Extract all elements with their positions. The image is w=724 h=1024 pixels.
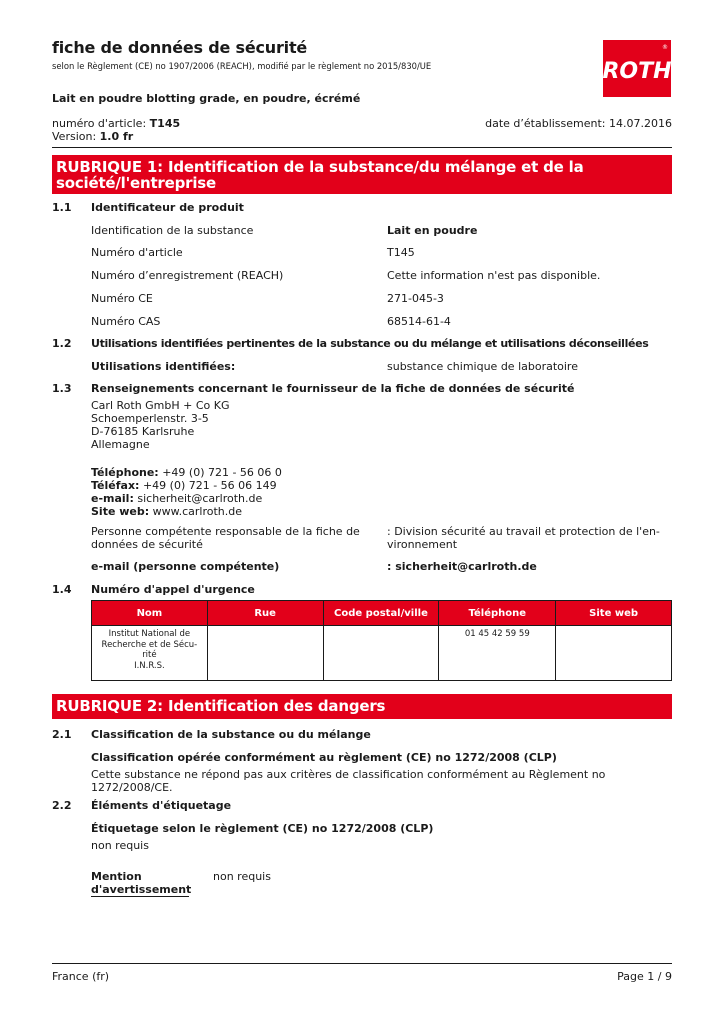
identified-uses-value: substance chimique de laboratoire: [387, 360, 578, 373]
identified-uses-label: Utilisations identifiées:: [91, 360, 236, 373]
website-link[interactable]: www.carlroth.de: [152, 505, 243, 518]
substance-id-label: Identification de la substance: [91, 224, 254, 237]
emergency-table-wrap: [91, 600, 672, 681]
ce-number-value: 271-045-3: [387, 292, 444, 305]
address-line: Allemagne: [91, 438, 150, 451]
logo-text: ROTH: [603, 59, 671, 84]
column-header-postal-city: Code postal/ville: [323, 601, 439, 626]
supplier-contacts: [91, 466, 282, 518]
version: Version: 1.0 fr: [52, 130, 134, 143]
cas-number-label: Numéro CAS: [91, 315, 161, 328]
cas-number-value: 68514-61-4: [387, 315, 451, 328]
competent-email-value[interactable]: : sicherheit@carlroth.de: [387, 560, 537, 573]
section-1-3-title: Renseignements concernant le fournisseur de la fiche de données de sécurité: [91, 382, 575, 395]
classification-text: Cette substance ne répond pas aux critères de classification conformément au Règlement no 1272/2008/CE.: [91, 768, 606, 794]
column-header-phone: Téléphone: [439, 601, 556, 626]
section-2-2-number: 2.2: [52, 799, 72, 812]
web-line: Site web: www.carlroth.de: [91, 505, 243, 518]
emergency-contact-table: [91, 600, 672, 681]
section-1-1-number: 1.1: [52, 201, 72, 214]
section-1-1-title: Identificateur de produit: [91, 201, 244, 214]
column-header-street: Rue: [207, 601, 323, 626]
cell-name: Institut National de Recherche et de Sécu- rité I.N.R.S.: [92, 626, 208, 681]
competent-email-label: e-mail (personne compétente): [91, 560, 280, 573]
section-1-header: RUBRIQUE 1: Identification de la substance/du mélange et de la société/l'entreprise: [52, 155, 672, 194]
cell-website: [556, 626, 672, 681]
section-2-2-title: Éléments d'étiquetage: [91, 799, 232, 812]
clp-classification-heading: Classification opérée conformément au règlement (CE) no 1272/2008 (CLP): [91, 751, 557, 764]
email-link[interactable]: sicherheit@carlroth.de: [137, 492, 263, 505]
date-established: date d’établissement: 14.07.2016: [485, 117, 672, 130]
fax-line: Téléfax: +49 (0) 721 - 56 06 149: [91, 479, 277, 492]
column-header-name: Nom: [92, 601, 208, 626]
section-2-1-title: Classification de la substance ou du mélange: [91, 728, 371, 741]
section-2-header: RUBRIQUE 2: Identification des dangers: [52, 694, 672, 719]
article-number-value: T145: [387, 246, 415, 259]
address-line: Schoemperlenstr. 3-5: [91, 412, 209, 425]
competent-person-value: : Division sécurité au travail et protection de l'en- vironnement: [387, 525, 660, 551]
address-line: D-76185 Karlsruhe: [91, 425, 195, 438]
article-number-label: Numéro d'article: [91, 246, 183, 259]
footer-divider: [52, 963, 672, 964]
article-number: numéro d'article: T145: [52, 117, 181, 130]
table-row: [92, 626, 672, 681]
document-subtitle: selon le Règlement (CE) no 1907/2006 (REACH), modifié par le règlement no 2015/830/UE: [52, 61, 432, 71]
section-1-2-title: Utilisations identifiées pertinentes de la substance ou du mélange et utilisations déconseillées: [91, 337, 649, 350]
svg-text:®: ®: [662, 44, 668, 51]
reach-number-value: Cette information n'est pas disponible.: [387, 269, 601, 282]
ce-number-label: Numéro CE: [91, 292, 153, 305]
product-name: Lait en poudre blotting grade, en poudre, écrémé: [52, 92, 361, 105]
competent-person-label: Personne compétente responsable de la fiche de données de sécurité: [91, 525, 360, 551]
reach-number-label: Numéro d’enregistrement (REACH): [91, 269, 284, 282]
footer-country: France (fr): [52, 970, 110, 983]
clp-labelling-heading: Étiquetage selon le règlement (CE) no 1272/2008 (CLP): [91, 822, 434, 835]
section-1-2-number: 1.2: [52, 337, 72, 350]
column-header-website: Site web: [556, 601, 672, 626]
phone-line: Téléphone: +49 (0) 721 - 56 06 0: [91, 466, 282, 479]
footer-page-number: Page 1 / 9: [617, 970, 672, 983]
supplier-address: [91, 399, 230, 451]
roth-logo: [603, 40, 671, 97]
section-2-1-number: 2.1: [52, 728, 72, 741]
document-title: fiche de données de sécurité: [52, 38, 308, 57]
cell-postal-city: [323, 626, 439, 681]
cell-phone: 01 45 42 59 59: [439, 626, 556, 681]
header-divider: [52, 147, 672, 148]
signal-word-value: non requis: [213, 870, 271, 883]
signal-word-label: Mention d'avertissement: [91, 870, 192, 896]
cell-street: [207, 626, 323, 681]
address-line: Carl Roth GmbH + Co KG: [91, 399, 230, 412]
email-line: e-mail: sicherheit@carlroth.de: [91, 492, 263, 505]
substance-id-value: Lait en poudre: [387, 224, 478, 237]
section-1-4-title: Numéro d'appel d'urgence: [91, 583, 255, 596]
section-1-3-number: 1.3: [52, 382, 72, 395]
labelling-text: non requis: [91, 839, 149, 852]
section-1-4-number: 1.4: [52, 583, 72, 596]
